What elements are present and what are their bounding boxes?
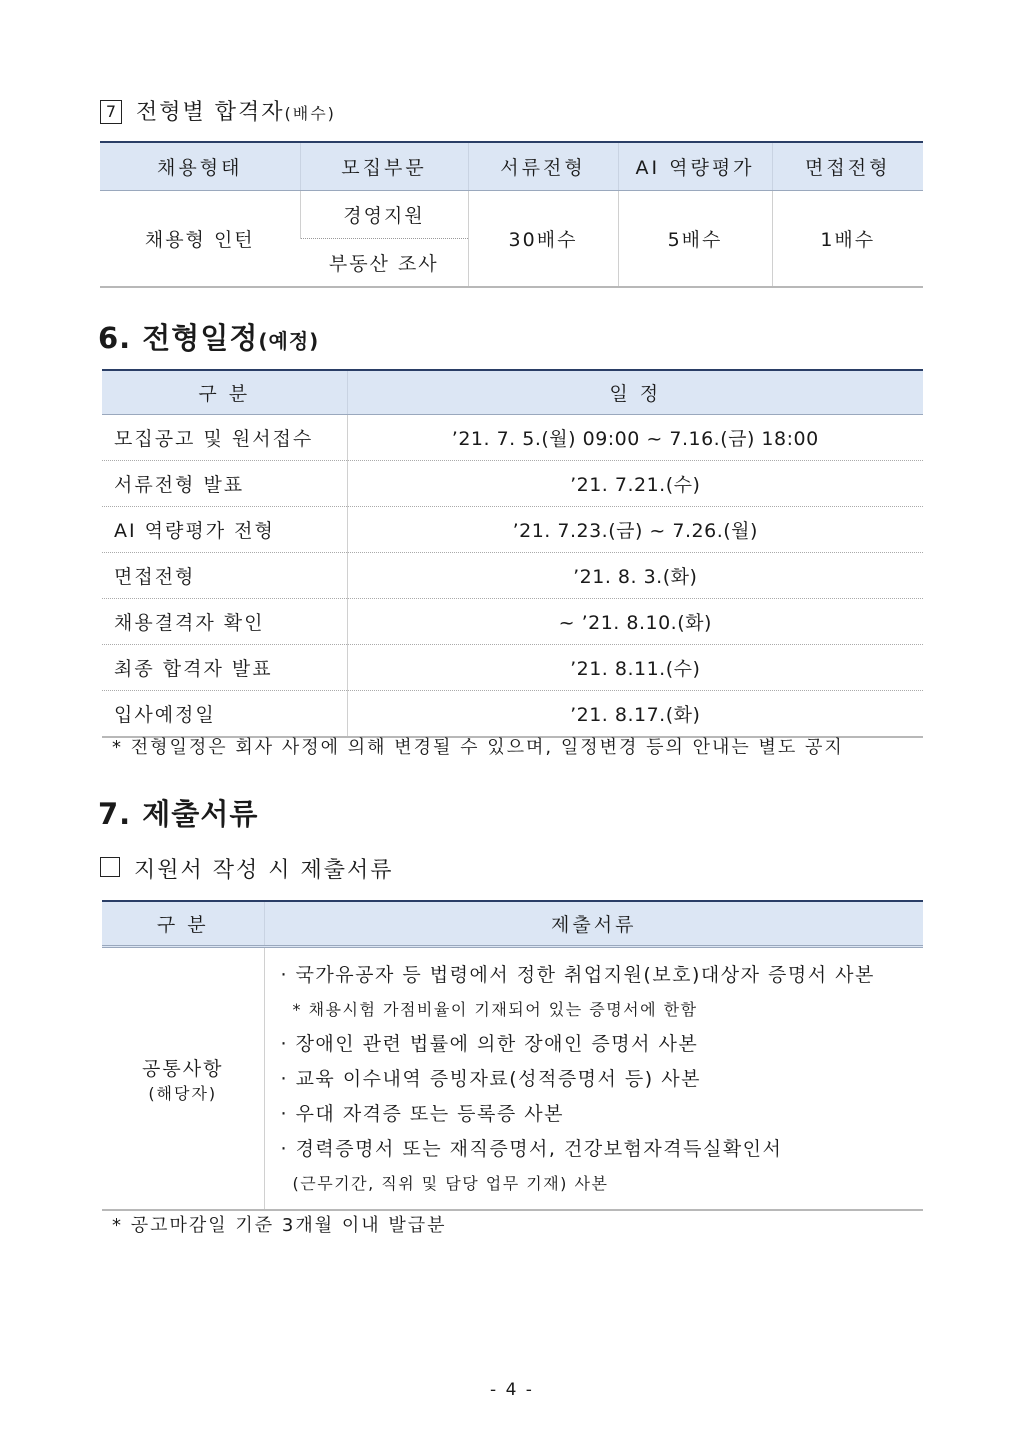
schedule-table [102, 369, 923, 738]
list-item: · 국가유공자 등 법령에서 정한 취업지원(보호)대상자 증명서 사본 [280, 964, 875, 986]
schedule-label: 채용결격자 확인 [102, 599, 347, 645]
section-number-box: 7 [100, 100, 122, 124]
schedule-date: ’21. 8. 3.(화) [347, 553, 923, 599]
schedule-date: ’21. 7.21.(수) [347, 461, 923, 507]
field-cell: 경영지원 [300, 191, 468, 239]
schedule-heading [98, 316, 319, 357]
table-row [102, 599, 923, 645]
header-cell: 채용형태 [100, 142, 300, 191]
list-item-note: (근무기간, 직위 및 담당 업무 기재) 사본 [292, 1174, 609, 1193]
documents-table [102, 900, 923, 1211]
header-cell: AI 역량평가 [618, 142, 772, 191]
employment-type-cell: 채용형 인턴 [144, 229, 255, 251]
schedule-label: 면접전형 [102, 553, 347, 599]
header-cell: 모집부문 [300, 142, 468, 191]
category-sub: (해당자) [148, 1083, 218, 1103]
schedule-date: ~ ’21. 8.10.(화) [347, 599, 923, 645]
category-label: 공통사항 [142, 1057, 224, 1080]
schedule-heading-text: 6. 전형일정 [98, 321, 259, 355]
documents-subheading [100, 853, 394, 884]
page-number: - 4 - [490, 1380, 534, 1400]
schedule-label: AI 역량평가 전형 [102, 507, 347, 553]
list-item: · 경력증명서 또는 재직증명서, 건강보험자격득실확인서 [280, 1138, 783, 1160]
schedule-label: 서류전형 발표 [102, 461, 347, 507]
schedule-date: ’21. 8.17.(화) [347, 691, 923, 738]
table-row [102, 415, 923, 461]
table-row [102, 507, 923, 553]
table-row [102, 691, 923, 738]
category-cell [102, 947, 264, 1211]
documents-subheading-text: 지원서 작성 시 제출서류 [134, 858, 394, 883]
section-7-title: 전형별 합격자 [136, 100, 285, 125]
schedule-note: * 전형일정은 회사 사정에 의해 변경될 수 있으며, 일정변경 등의 안내는 별도 공지 [112, 737, 844, 758]
ai-eval-ratio: 5배수 [618, 191, 772, 288]
schedule-label: 입사예정일 [114, 704, 216, 726]
doc-screen-ratio: 30배수 [468, 191, 618, 288]
table-row [102, 553, 923, 599]
schedule-date: ’21. 8.11.(수) [347, 645, 923, 691]
section-7-heading [100, 95, 336, 126]
section-7-title-suffix: (배수) [284, 104, 336, 123]
pass-ratio-table [100, 141, 923, 288]
list-item: · 교육 이수내역 증빙자료(성적증명서 등) 사본 [280, 1068, 701, 1090]
list-item: · 장애인 관련 법률에 의한 장애인 증명서 사본 [280, 1033, 699, 1055]
checkbox-icon [100, 857, 120, 877]
header-cell: 면접전형 [772, 142, 923, 191]
documents-heading: 7. 제출서류 [98, 797, 259, 831]
header-cell: 서류전형 [468, 142, 618, 191]
documents-note: * 공고마감일 기준 3개월 이내 발급분 [112, 1215, 447, 1236]
header-cell: 제출서류 [264, 901, 923, 947]
list-item: · 우대 자격증 또는 등록증 사본 [280, 1103, 564, 1125]
table-row [102, 645, 923, 691]
header-cell: 구 분 [102, 370, 347, 415]
schedule-label: 최종 합격자 발표 [102, 645, 347, 691]
schedule-heading-suffix: (예정) [258, 329, 320, 353]
field-cell: 부동산 조사 [328, 253, 439, 275]
header-cell: 구 분 [102, 901, 264, 947]
table-row [102, 461, 923, 507]
schedule-date: ’21. 7. 5.(월) 09:00 ~ 7.16.(금) 18:00 [347, 415, 923, 461]
schedule-date: ’21. 7.23.(금) ~ 7.26.(월) [347, 507, 923, 553]
header-cell: 일 정 [347, 370, 923, 415]
document-list [264, 947, 923, 1211]
schedule-label: 모집공고 및 원서접수 [102, 415, 347, 461]
interview-ratio: 1배수 [772, 191, 923, 288]
list-item-note: * 채용시험 가점비율이 기재되어 있는 증명서에 한함 [292, 1000, 698, 1019]
